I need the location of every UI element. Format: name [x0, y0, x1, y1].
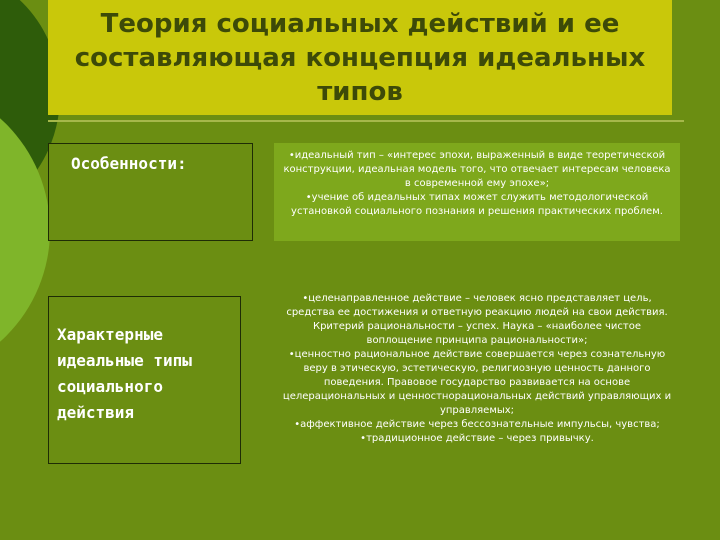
- features-bullet-1: •идеальный тип – «интерес эпохи, выраженный в виде теоретической конструкции, идеальная модель того, что отвечает интересам человека в современной ему эпохе»;: [283, 150, 671, 189]
- features-label: Особенности:: [71, 154, 187, 173]
- types-bullet-2: •ценностно рациональное действие совершается через сознательную веру в этическую, эстетическую, религиозную ценность данного поведения. Правовое государство развивается на основе целерациональных и ценностнорациональных действий управляющих и управляемых;: [282, 349, 672, 416]
- features-text-box: [274, 143, 680, 241]
- features-bullet-2: •учение об идеальных типах может служить методологической установкой социального познания и решения практических проблем.: [291, 192, 663, 217]
- features-label-box: [48, 143, 253, 241]
- types-bullet-3: •аффективное действие через бессознательные импульсы, чувства;: [294, 419, 660, 430]
- types-label: Характерные идеальные типы социального действия: [57, 325, 192, 422]
- title-banner: [48, 0, 672, 115]
- types-label-box: [48, 296, 241, 464]
- title-divider: [48, 120, 684, 122]
- types-bullet-4: •традиционное действие – через привычку.: [360, 433, 594, 444]
- types-bullet-1: •целенаправленное действие – человек ясно представляет цель, средства ее достижения и ответную реакцию людей на свои действия. Критерий рациональности – успех. Наука – «наиболее чистое воплощение принципа рациональности»;: [286, 293, 668, 346]
- types-text-box: [274, 284, 680, 472]
- slide-title: Теория социальных действий и ее составляющая концепция идеальных типов: [74, 8, 646, 107]
